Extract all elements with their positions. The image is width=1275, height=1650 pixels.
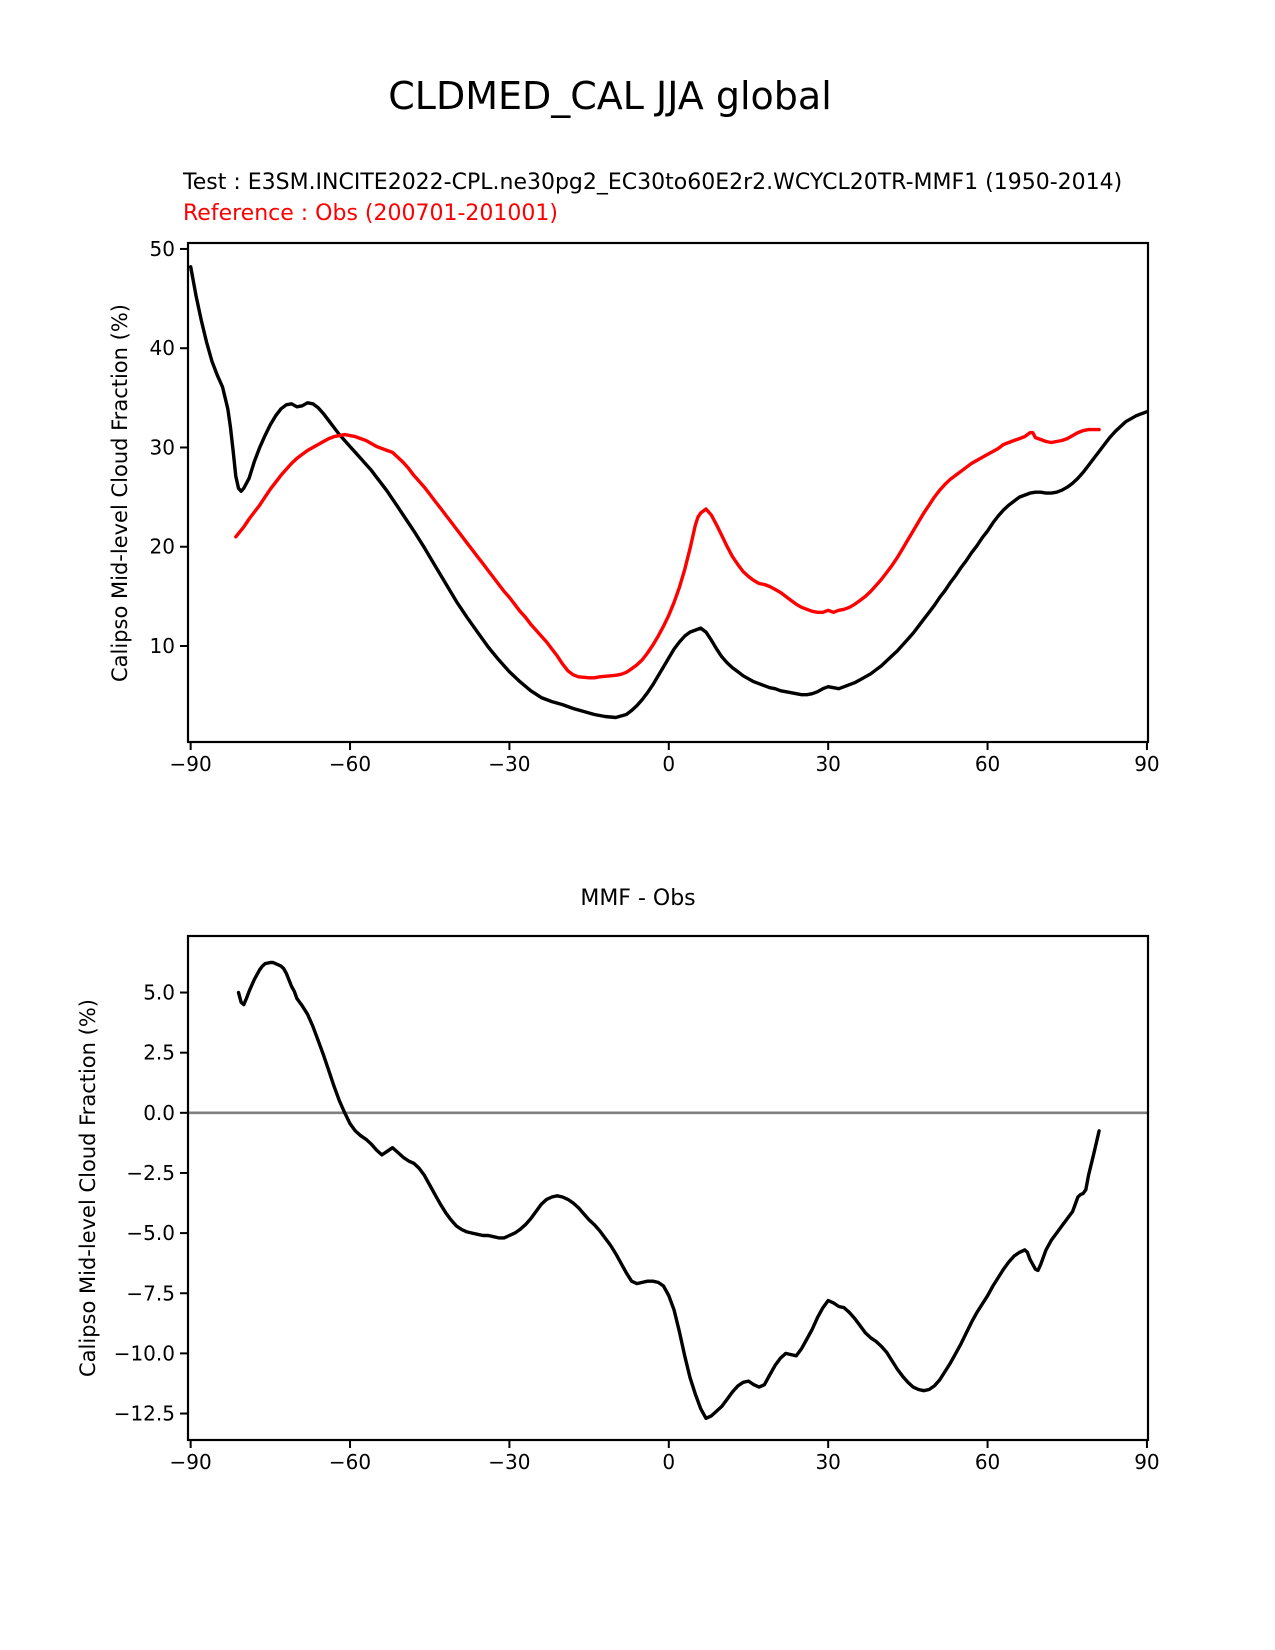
y-tick-label: 2.5: [143, 1040, 175, 1065]
x-tick-label: 30: [815, 752, 841, 777]
top-chart-ylabel: Calipso Mid-level Cloud Fraction (%): [108, 304, 132, 682]
y-tick-label: 20: [149, 534, 175, 559]
x-tick-label: −90: [169, 752, 212, 777]
y-tick-label: 40: [149, 336, 175, 361]
x-tick-label: −30: [488, 752, 531, 777]
plot-box: [188, 243, 1148, 742]
y-tick-label: 50: [149, 236, 175, 261]
x-tick-label: 0: [662, 752, 676, 777]
x-tick-label: −30: [488, 1450, 531, 1475]
y-tick-label: −5.0: [126, 1221, 175, 1246]
x-tick-label: 30: [815, 1450, 841, 1475]
y-tick-label: 0.0: [143, 1100, 175, 1125]
x-tick-label: 60: [974, 1450, 1001, 1475]
y-tick-label: −7.5: [126, 1281, 175, 1306]
x-tick-label: 90: [1134, 752, 1160, 777]
y-tick-label: 30: [149, 435, 175, 460]
y-tick-label: −12.5: [113, 1401, 175, 1426]
bottom-chart-ylabel: Calipso Mid-level Cloud Fraction (%): [76, 999, 100, 1377]
page-title: CLDMED_CAL JJA global: [388, 74, 832, 118]
plot-box: [188, 936, 1148, 1440]
x-tick-label: −60: [328, 752, 372, 777]
top-chart: [150, 237, 1160, 776]
reference-run-label: Reference : Obs (200701-201001): [183, 201, 558, 226]
bottom-chart: [114, 936, 1160, 1474]
test-series-line: [191, 267, 1147, 718]
x-tick-label: −60: [328, 1450, 372, 1475]
y-tick-label: 5.0: [143, 980, 175, 1005]
x-tick-label: 90: [1134, 1450, 1160, 1475]
y-tick-label: 10: [149, 634, 175, 659]
test-run-label: Test : E3SM.INCITE2022-CPL.ne30pg2_EC30to60E2r2.WCYCL20TR-MMF1 (1950-2014): [183, 170, 1123, 195]
difference-series-line: [239, 963, 1100, 1419]
y-tick-label: −2.5: [126, 1160, 175, 1185]
bottom-chart-title: MMF - Obs: [580, 886, 696, 911]
y-tick-label: −10.0: [113, 1341, 175, 1366]
x-tick-label: −90: [169, 1450, 212, 1475]
x-tick-label: 0: [662, 1450, 676, 1475]
x-tick-label: 60: [974, 752, 1001, 777]
